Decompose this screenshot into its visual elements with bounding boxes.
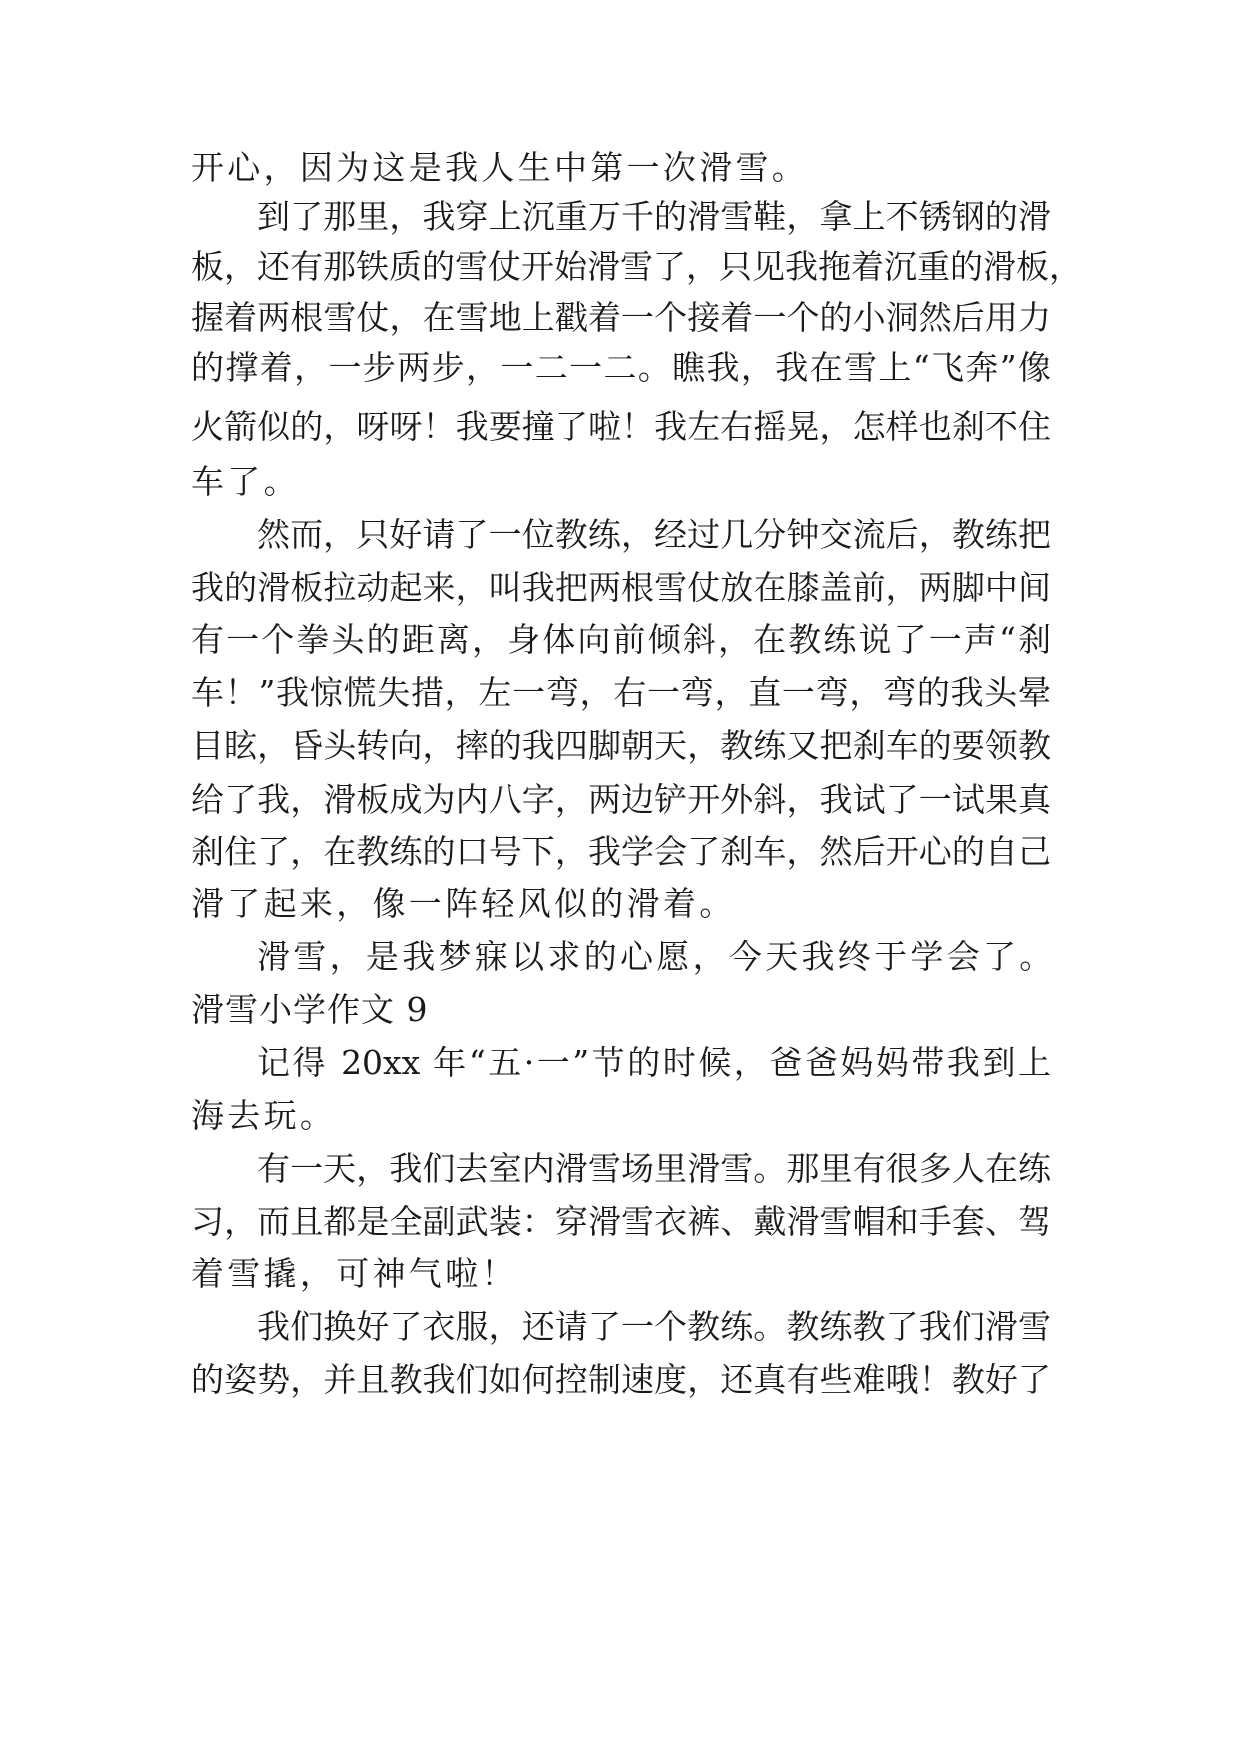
- paragraph-first-line: 我们换好了衣服，还请了一个教练。教练教了我们滑雪: [257, 1307, 1051, 1346]
- text-line: 海去玩。: [191, 1096, 337, 1135]
- text-line: 目眩，昏头转向，摔的我四脚朝天，教练又把刹车的要领教: [191, 726, 1051, 765]
- text-line: 车！”我惊慌失措，左一弯，右一弯，直一弯，弯的我头晕: [191, 673, 1051, 712]
- text-line: 的撑着，一步两步，一二一二。瞧我，我在雪上“飞奔”像: [191, 348, 1051, 387]
- paragraph-first-line: 记得 20xx 年“五·一”节的时候，爸爸妈妈带我到上: [257, 1043, 1051, 1082]
- text-line: 我的滑板拉动起来，叫我把两根雪仗放在膝盖前，两脚中间: [191, 568, 1051, 607]
- text-line: 板，还有那铁质的雪仗开始滑雪了，只见我拖着沉重的滑板，: [191, 247, 1082, 286]
- text-line: 有一个拳头的距离，身体向前倾斜，在教练说了一声“刹: [191, 620, 1051, 659]
- text-line: 习，而且都是全副武装：穿滑雪衣裤、戴滑雪帽和手套、驾: [191, 1202, 1051, 1241]
- text-line: 握着两根雪仗，在雪地上戳着一个接着一个的小洞然后用力: [191, 298, 1051, 337]
- text-line: 给了我，滑板成为内八字，两边铲开外斜，我试了一试果真: [191, 780, 1051, 819]
- text-line: 着雪撬，可神气啦！: [191, 1254, 518, 1293]
- paragraph-first-line: 滑雪，是我梦寐以求的心愿，今天我终于学会了。: [257, 937, 1056, 976]
- paragraph-first-line: 有一天，我们去室内滑雪场里滑雪。那里有很多人在练: [257, 1149, 1051, 1188]
- text-line: 车了。: [191, 462, 300, 501]
- text-line: 滑了起来，像一阵轻风似的滑着。: [191, 884, 736, 923]
- section-heading: 滑雪小学作文 9: [191, 990, 429, 1029]
- paragraph-first-line: 然而，只好请了一位教练，经过几分钟交流后，教练把: [257, 515, 1051, 554]
- text-line: 刹住了，在教练的口号下，我学会了刹车，然后开心的自己: [191, 832, 1051, 871]
- text-line: 的姿势，并且教我们如何控制速度，还真有些难哦！教好了: [191, 1360, 1051, 1399]
- paragraph-first-line: 到了那里，我穿上沉重万千的滑雪鞋，拿上不锈钢的滑: [257, 197, 1051, 236]
- text-line: 火箭似的，呀呀！我要撞了啦！我左右摇晃，怎样也刹不住: [191, 407, 1051, 446]
- text-line: 开心，因为这是我人生中第一次滑雪。: [191, 148, 809, 187]
